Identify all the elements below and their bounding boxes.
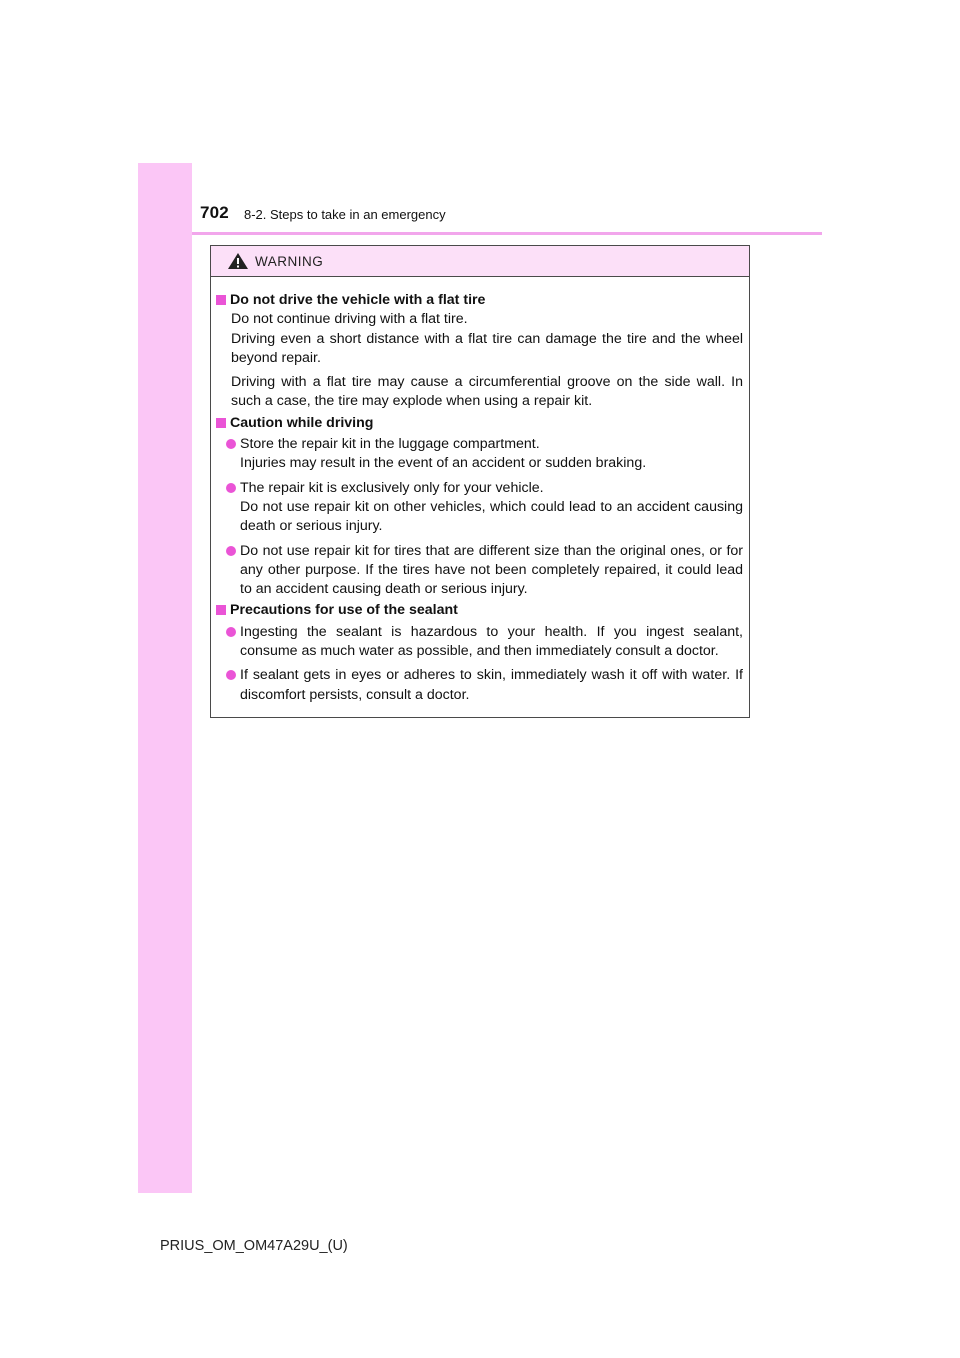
warning-section-flat-tire — [215, 291, 743, 412]
document-id: PRIUS_OM_OM47A29U_(U) — [160, 1238, 348, 1254]
warning-section-sealant — [215, 601, 743, 704]
list-item: Store the repair kit in the luggage compartment. Injuries may result in the event of an accident or sudden braking. — [226, 435, 743, 474]
section-heading: Caution while driving — [215, 414, 743, 433]
warning-triangle-icon — [227, 252, 249, 270]
header-rule — [192, 232, 822, 235]
paragraph: Do not continue driving with a flat tire. Driving even a short distance with a flat tire can damage the tire and the wheel beyond repair. — [231, 311, 743, 366]
square-bullet-icon — [216, 418, 226, 428]
round-bullet-icon — [226, 627, 236, 637]
round-bullet-icon — [226, 546, 236, 556]
page-number: 702 — [200, 203, 229, 222]
square-bullet-icon — [216, 605, 226, 615]
list-item: If sealant gets in eyes or adheres to skin, immediately wash it off with water. If discomfort persists, consult a doctor. — [226, 666, 743, 705]
warning-header — [211, 246, 749, 277]
section-heading: Do not drive the vehicle with a flat tire — [215, 291, 743, 310]
bullet-list — [215, 435, 743, 599]
side-tab-band — [138, 163, 192, 1193]
list-item: Do not use repair kit for tires that are different size than the original ones, or for any other purpose. If the tires have not been completely repaired, it could lead to an accident causing death or serious injury. — [226, 542, 743, 600]
section-title: 8-2. Steps to take in an emergency — [244, 207, 446, 222]
round-bullet-icon — [226, 670, 236, 680]
list-item: Ingesting the sealant is hazardous to your health. If you ingest sealant, consume as much water as possible, and then immediately consult a doctor. — [226, 623, 743, 662]
section-heading: Precautions for use of the sealant — [215, 601, 743, 620]
square-bullet-icon — [216, 295, 226, 305]
round-bullet-icon — [226, 483, 236, 493]
warning-label: WARNING — [255, 253, 324, 269]
warning-body — [211, 277, 749, 705]
paragraph: Driving with a flat tire may cause a circumferential groove on the side wall. In such a case, the tire may explode when using a repair kit. — [231, 374, 743, 410]
bullet-list — [215, 623, 743, 705]
warning-section-caution-driving — [215, 414, 743, 600]
list-item: The repair kit is exclusively only for your vehicle. Do not use repair kit on other vehicles, which could lead to an accident causing death or serious injury. — [226, 479, 743, 537]
round-bullet-icon — [226, 439, 236, 449]
warning-box — [210, 245, 750, 718]
